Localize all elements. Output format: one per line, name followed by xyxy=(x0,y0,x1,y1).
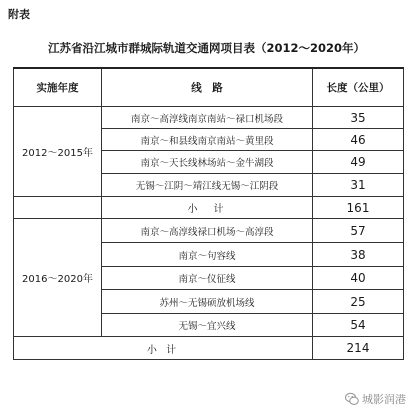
watermark xyxy=(342,390,409,408)
table-title: 江苏省沿江城市群城际轨道交通网项目表（2012～2020年） xyxy=(47,41,365,55)
length-cell: 57 xyxy=(313,219,404,243)
subtotal-value: 214 xyxy=(313,337,404,360)
route-cell: 无锡～江阴～靖江线无锡～江阴段 xyxy=(102,174,313,197)
route-cell: 苏州～无锡硕放机场线 xyxy=(102,290,313,314)
route-cell: 南京～句容线 xyxy=(102,243,313,267)
subtotal-value: 161 xyxy=(313,197,404,219)
length-cell: 31 xyxy=(313,174,404,197)
subtotal-label: 小 计 xyxy=(14,337,313,360)
length-cell: 25 xyxy=(313,290,404,314)
watermark-text: 城影润港 xyxy=(362,393,406,406)
table-row xyxy=(14,219,404,243)
table-row xyxy=(14,107,404,129)
header-row xyxy=(14,68,404,107)
route-cell: 南京～天长线林场站～金牛湖段 xyxy=(102,151,313,174)
length-cell: 38 xyxy=(313,243,404,267)
project-table xyxy=(13,67,404,360)
subtotal-label: 小 计 xyxy=(102,197,313,219)
period-cell-2012-2015: 2012～2015年 xyxy=(14,107,102,197)
length-cell: 40 xyxy=(313,267,404,290)
appendix-label: 附表 xyxy=(8,8,30,21)
length-cell: 54 xyxy=(313,314,404,337)
length-cell: 46 xyxy=(313,129,404,151)
length-cell: 35 xyxy=(313,107,404,129)
route-cell: 无锡～宜兴线 xyxy=(102,314,313,337)
route-cell: 南京～和县线南京南站～黄里段 xyxy=(102,129,313,151)
header-route: 线 路 xyxy=(102,68,313,107)
route-cell: 南京～仪征线 xyxy=(102,267,313,290)
route-cell: 南京～高淳线南京南站～禄口机场段 xyxy=(102,107,313,129)
header-period: 实施年度 xyxy=(14,68,102,107)
header-length: 长度（公里） xyxy=(313,68,404,107)
subtotal-row xyxy=(14,337,404,360)
subtotal-row xyxy=(14,197,404,219)
route-cell: 南京～高淳线禄口机场～高淳段 xyxy=(102,219,313,243)
wechat-icon xyxy=(345,392,359,406)
period-cell-2016-2020: 2016～2020年 xyxy=(14,219,102,337)
subtotal-spacer xyxy=(14,197,102,219)
length-cell: 49 xyxy=(313,151,404,174)
